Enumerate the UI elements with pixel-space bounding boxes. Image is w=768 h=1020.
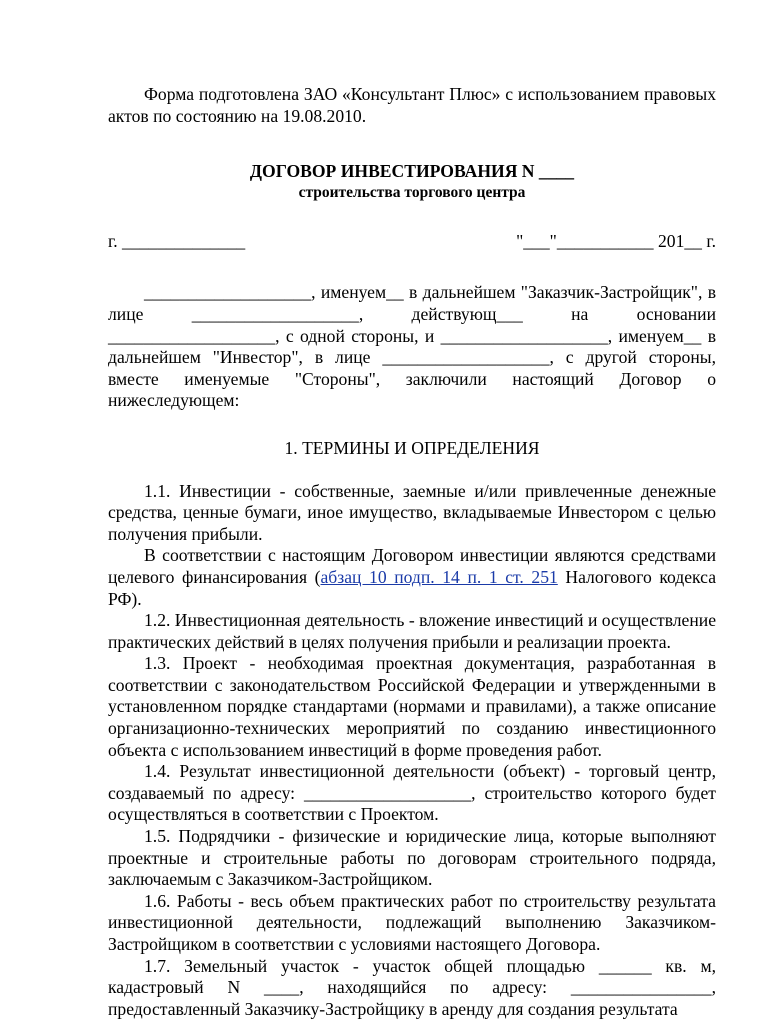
clause-1-5: 1.5. Подрядчики - физические и юридические лица, которые выполняют проектные и строительные работы по договорам строительного подряда, заключаемым с Заказчиком-Застройщиком. — [108, 826, 716, 890]
clause-1-1-text-before: В соответствии с настоящим Договором инвестиции являются средствами целевого финансирования ( — [108, 545, 716, 587]
clause-1-1-text-after: Налогового кодекса РФ). — [108, 566, 717, 609]
clause-1-4: 1.4. Результат инвестиционной деятельности (объект) - торговый центр, создаваемый по адресу: ___________________, строительство которого будет осуществляться в соответствии с Проектом. — [108, 761, 716, 825]
preamble: ___________________, именуем__ в дальнейшем "Заказчик-Застройщик", в лице ___________________, действующ___ на основании ___________________, с одной стороны, и ___________________, именуем__ в дальнейшем "Инвестор", в лице ___________________, с другой стороны, вместе именуемые "Стороны", заключили настоящий Договор о нижеследующем: — [108, 282, 716, 411]
document-subtitle: строительства торгового центра — [298, 183, 526, 201]
clause-1-6: 1.6. Работы - весь объем практических работ по строительству результата инвестиционной деятельности, подлежащий выполнению Заказчиком-Застройщиком в соответствии с условиями настоящего Договора. — [108, 890, 716, 954]
header-note: Форма подготовлена ЗАО «Консультант Плюс» с использованием правовых актов по состоянию на 19.08.2010. — [108, 84, 716, 126]
city-field: г. ______________ — [108, 230, 246, 251]
clause-1-1-continued — [108, 545, 716, 610]
tax-code-link[interactable]: абзац 10 подп. 14 п. 1 ст. 251 — [320, 566, 558, 587]
clause-1-7: 1.7. Земельный участок - участок общей площадью ______ кв. м, кадастровый N ____, находящийся по адресу: ________________, предоставленный Заказчику-Застройщику в аренду для создания результата — [108, 955, 716, 1019]
section-1-title: 1. ТЕРМИНЫ И ОПРЕДЕЛЕНИЯ — [284, 437, 540, 458]
clause-1-1: 1.1. Инвестиции - собственные, заемные и/или привлеченные денежные средства, ценные бумаги, иное имущество, вкладываемые Инвестором с целью получения прибыли. — [108, 480, 716, 544]
city-date-line — [108, 231, 716, 253]
date-field: "___"___________ 201__ г. — [516, 230, 716, 251]
document-page — [108, 84, 716, 1020]
clause-1-3: 1.3. Проект - необходимая проектная документация, разработанная в соответствии с законодательством Российской Федерации и утвержденными в установленном порядке стандартами (нормами и правилами), а также описание организационно-технических мероприятий по созданию инвестиционного объекта с использованием инвестиций в форме проведения работ. — [108, 653, 716, 760]
clause-1-2: 1.2. Инвестиционная деятельность - вложение инвестиций и осуществление практических действий в целях получения прибыли и реализации проекта. — [108, 610, 716, 652]
document-title: ДОГОВОР ИНВЕСТИРОВАНИЯ N ____ — [249, 161, 575, 182]
